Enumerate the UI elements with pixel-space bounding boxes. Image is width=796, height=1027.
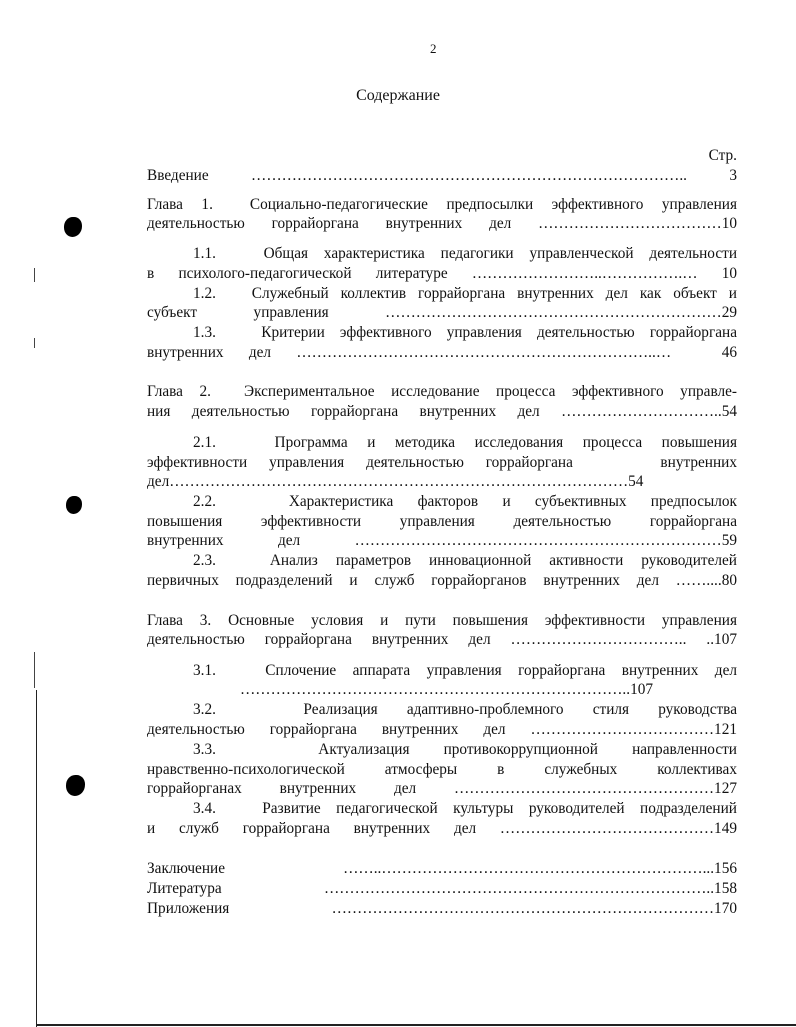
toc-line: Приложения …………………………………………………………………170: [147, 900, 737, 917]
toc-line: в психолого-педагогической литературе ……………………..…………….… 10: [147, 265, 737, 282]
toc-line: субъект управления …………………………………………………………29: [147, 304, 737, 321]
toc-line: деятельностью горрайоргана внутренних дел …………………………….. ..107: [147, 631, 737, 648]
scan-mark: [34, 268, 35, 282]
hole-punch-mark: [64, 217, 82, 237]
toc-line: 2.3. Анализ параметров инновационной активности руководителей: [193, 552, 737, 569]
toc-line: дел………………………………………………………………………………54: [147, 473, 644, 490]
toc-line: 3.2. Реализация адаптивно-проблемного стиля руководства: [193, 701, 737, 718]
toc-line: ния деятельностью горрайоргана внутренних дел …………………………..54: [147, 403, 737, 420]
toc-line: Глава 2. Экспериментальное исследование процесса эффективного управле-: [147, 383, 737, 400]
toc-line: 1.1. Общая характеристика педагогики управленческой деятельности: [193, 245, 737, 262]
toc-line: 3.4. Развитие педагогической культуры руководителей подразделений: [193, 800, 737, 817]
toc-line: Глава 3. Основные условия и пути повышения эффективности управления: [147, 612, 737, 629]
toc-line: деятельностью горрайоргана внутренних дел ………………………………10: [147, 215, 737, 232]
toc-line: повышения эффективности управления деятельностью горрайоргана: [147, 513, 737, 530]
toc-line: Заключение ……..………………………………………………………...156: [147, 860, 737, 877]
toc-line: 1.2. Служебный коллектив горрайоргана внутренних дел как объект и: [193, 285, 737, 302]
page-title: Содержание: [356, 87, 440, 104]
toc-line: внутренних дел ………………………………………………………………59: [147, 532, 737, 549]
scan-mark: [34, 338, 35, 348]
toc-line: Глава 1. Социально-педагогические предпосылки эффективного управления: [147, 196, 737, 213]
hole-punch-mark: [66, 775, 85, 796]
toc-line: горрайорганах внутренних дел ……………………………………………127: [147, 780, 737, 797]
toc-line: Введение ………………………………………………………………………….. 3: [147, 167, 737, 184]
scan-edge-line: [36, 1024, 796, 1026]
toc-line: 2.1. Программа и методика исследования процесса повышения: [193, 434, 737, 451]
toc-line: эффективности управления деятельностью горрайоргана внутренних: [147, 454, 737, 471]
toc-line: деятельностью горрайоргана внутренних дел ………………………………121: [147, 721, 737, 738]
toc-line: 3.3. Актуализация противокоррупционной направленности: [193, 741, 737, 758]
toc-line: и служб горрайоргана внутренних дел ……………………………………149: [147, 820, 737, 837]
toc-line: нравственно-психологической атмосферы в служебных коллективах: [147, 761, 737, 778]
toc-line: 1.3. Критерии эффективного управления деятельностью горрайоргана: [193, 324, 737, 341]
page-number: 2: [430, 41, 437, 56]
toc-line: внутренних дел ……………………………………………………………..… 46: [147, 344, 737, 361]
scan-mark: [34, 652, 35, 688]
toc-line: 2.2. Характеристика факторов и субъективных предпосылок: [193, 493, 737, 510]
toc-line: …………………………………………………………………..107: [240, 681, 654, 698]
toc-line: 3.1. Сплочение аппарата управления горрайоргана внутренних дел: [193, 662, 737, 679]
toc-line: Литература …………………………………………………………………..158: [147, 880, 737, 897]
toc-line: первичных подразделений и служб горрайорганов внутренних дел ……....80: [147, 572, 737, 589]
scan-edge-line: [36, 690, 37, 1027]
page-column-header: Стр.: [708, 147, 737, 164]
hole-punch-mark: [66, 496, 82, 514]
